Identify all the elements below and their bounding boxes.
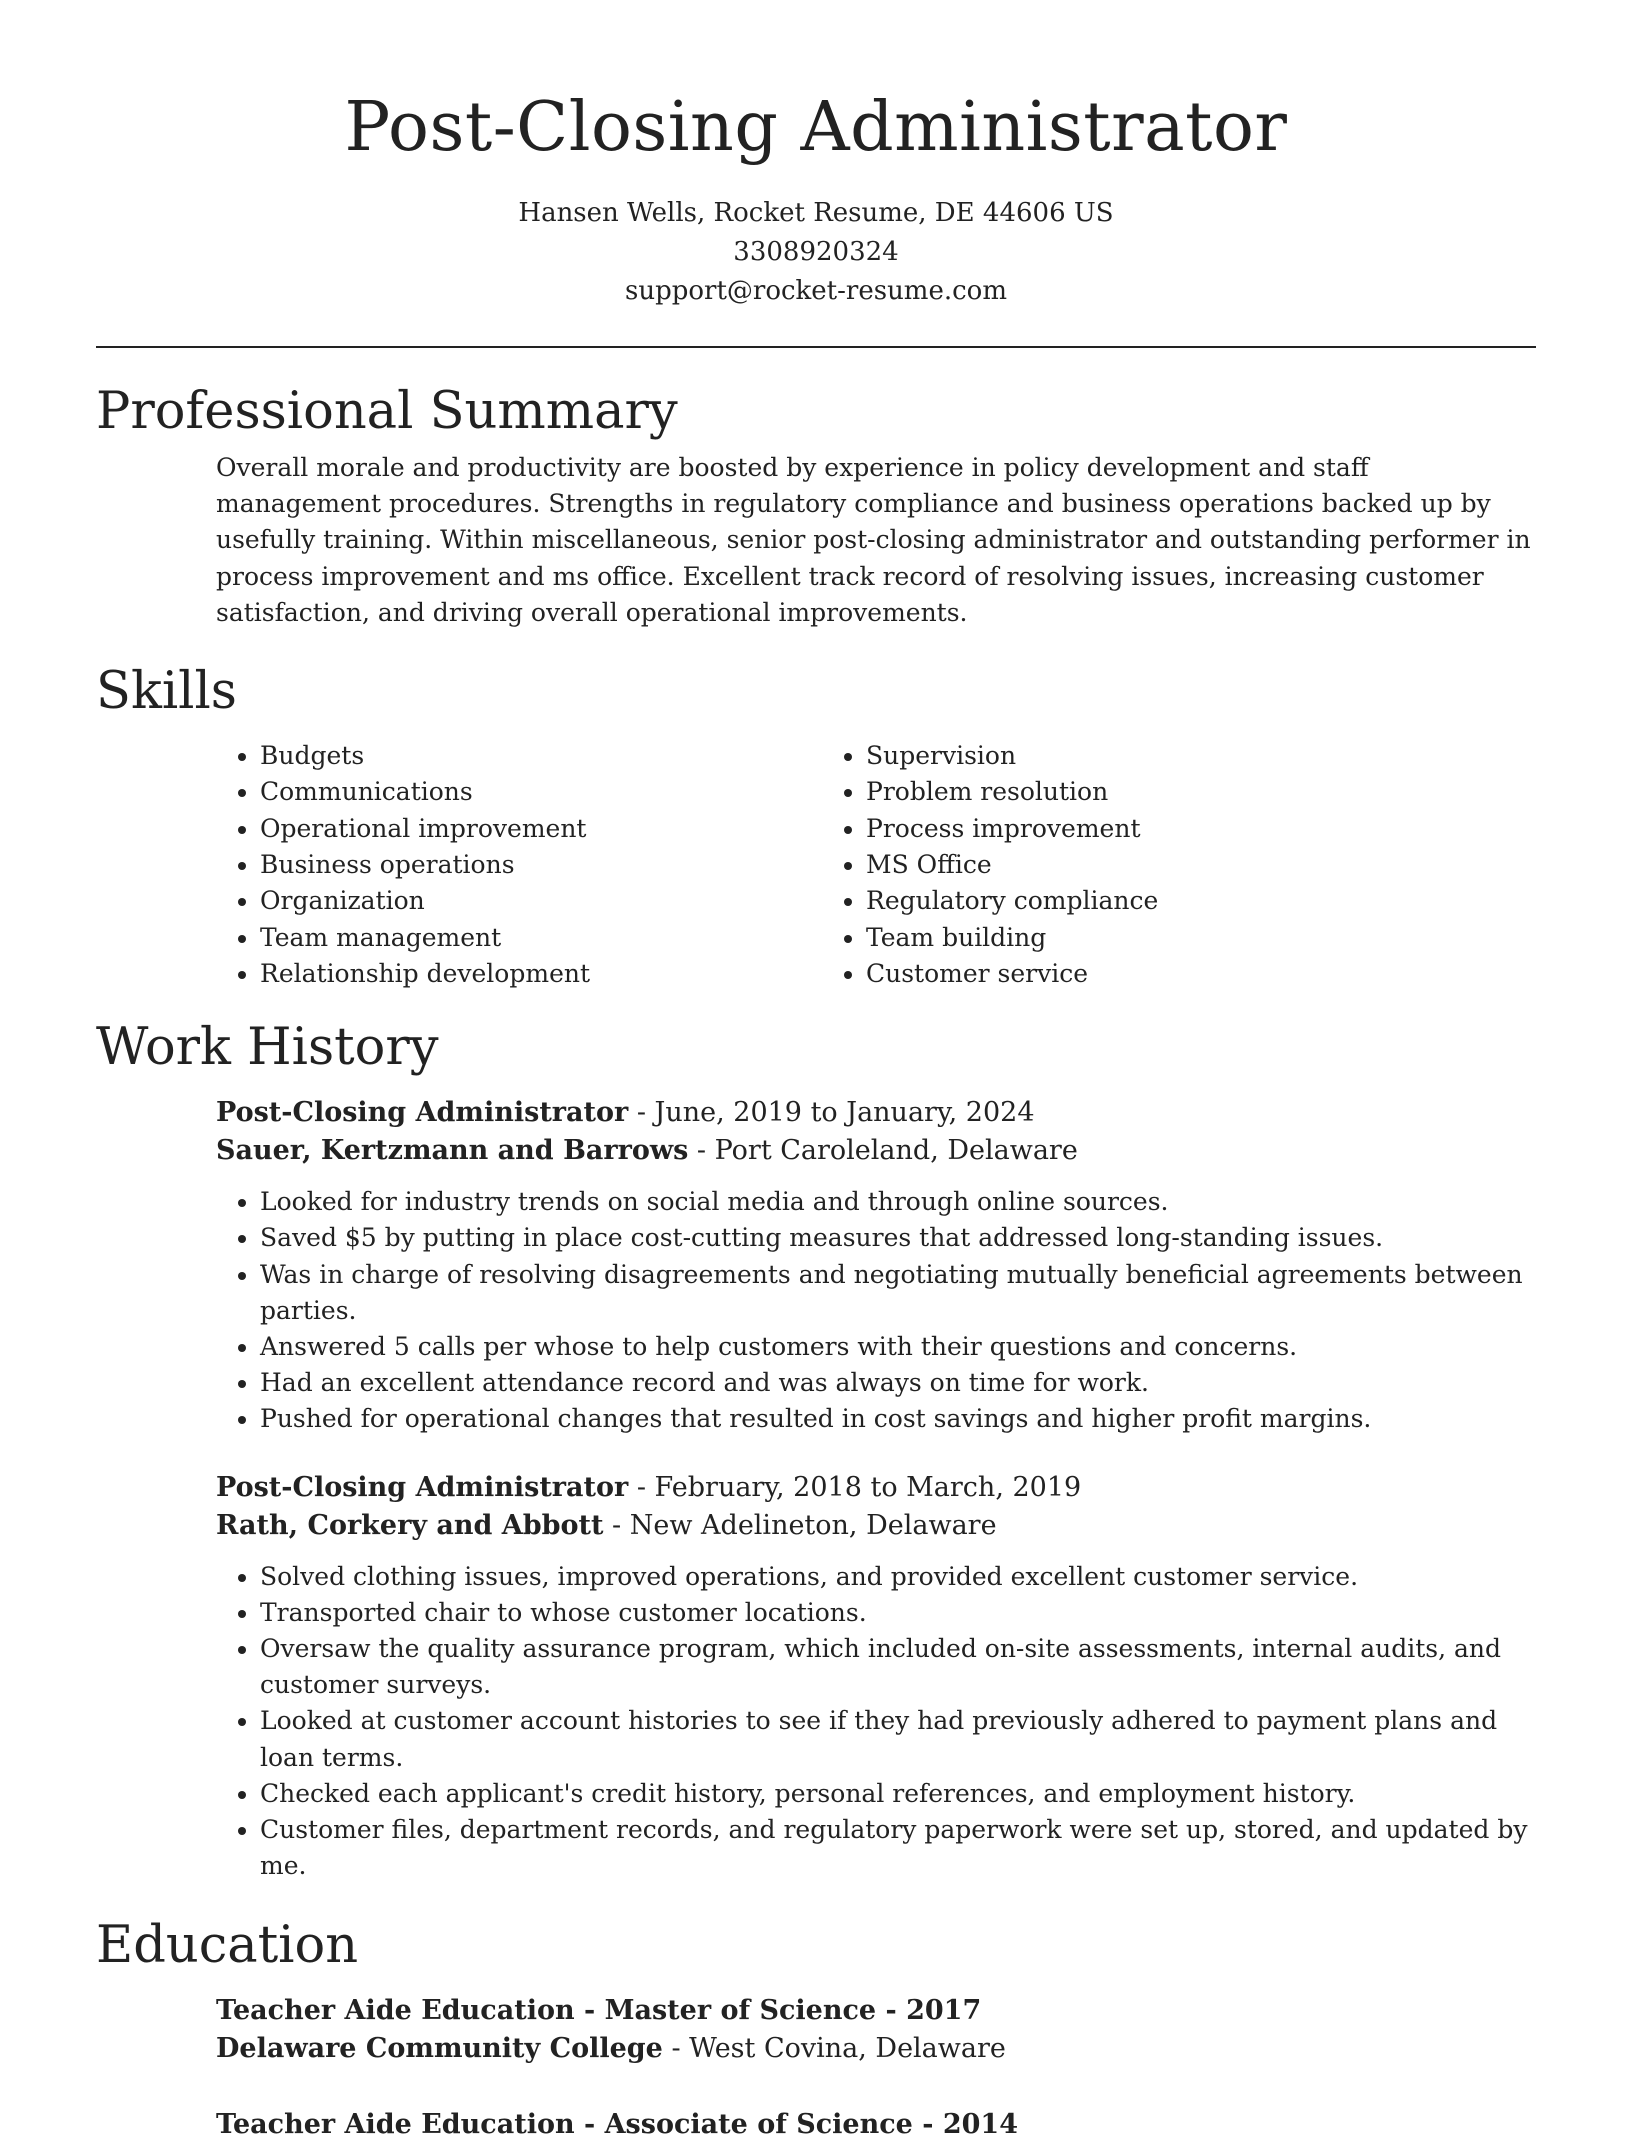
job-company: Sauer, Kertzmann and Barrows [216, 1135, 689, 1167]
contact-address: Hansen Wells, Rocket Resume, DE 44606 US [518, 198, 1114, 228]
contact-email: support@rocket-resume.com [624, 276, 1007, 306]
job-role: Post-Closing Administrator [216, 1471, 629, 1503]
skill-item: • Problem resolution [866, 774, 1482, 810]
education-location: - West Covina, Delaware [662, 2033, 1006, 2065]
skill-item: • Team building [866, 920, 1482, 956]
summary-text: Overall morale and productivity are boosted by experience in policy development and staff management procedures. Strengths in regulatory compliance and business operations backed up by usefully training. Within miscellaneous, senior post-closing administrator and outstanding performer in process improvement and ms office. Excellent track record of resolving issues, increasing customer satisfaction, and driving overall operational improvements. [216, 453, 1531, 627]
job-entry [216, 1094, 1536, 1437]
job-location: - Port Caroleland, Delaware [688, 1135, 1078, 1167]
skill-item: • Relationship development [260, 956, 822, 992]
job-title-line [216, 1469, 1536, 1507]
skill-item: • Budgets [260, 738, 822, 774]
skill-item: • Supervision [866, 738, 1482, 774]
header-divider [96, 346, 1536, 348]
skill-item: • MS Office [866, 847, 1482, 883]
contact-block [96, 194, 1536, 311]
skills-heading: Skills [96, 662, 237, 722]
job-entry [216, 1469, 1536, 1885]
education-school: Delaware Community College [216, 2033, 663, 2065]
skills-column-left [216, 738, 822, 992]
work-history-heading: Work History [96, 1018, 439, 1078]
job-bullet: • Looked for industry trends on social media and through online sources. [260, 1184, 1536, 1220]
skills-column-right [822, 738, 1482, 992]
job-bullet: • Looked at customer account histories to see if they had previously adhered to payment plans and loan terms. [260, 1703, 1536, 1775]
job-bullet: • Was in charge of resolving disagreements and negotiating mutually beneficial agreements between parties. [260, 1257, 1536, 1329]
job-dates: - February, 2018 to March, 2019 [628, 1471, 1082, 1503]
resume-page [96, 0, 1536, 2144]
job-bullets [216, 1559, 1536, 1885]
job-location: - New Adelineton, Delaware [603, 1509, 997, 1541]
job-bullet: • Had an excellent attendance record and was always on time for work. [260, 1365, 1536, 1401]
job-title-line [216, 1094, 1536, 1132]
skill-item: • Organization [260, 883, 822, 919]
summary-heading: Professional Summary [96, 382, 678, 441]
skill-item: • Regulatory compliance [866, 883, 1482, 919]
job-bullet: • Answered 5 calls per whose to help customers with their questions and concerns. [260, 1329, 1536, 1365]
job-company-line [216, 1132, 1536, 1170]
skill-item: • Process improvement [866, 811, 1482, 847]
job-bullet: • Saved $5 by putting in place cost-cutting measures that addressed long-standing issues. [260, 1220, 1536, 1256]
education-program: Teacher Aide Education - Associate of Science - 2014 [216, 2109, 1018, 2141]
job-bullet: • Solved clothing issues, improved operations, and provided excellent customer service. [260, 1559, 1536, 1595]
job-company-line [216, 1507, 1536, 1545]
skill-item: • Team management [260, 920, 822, 956]
job-bullet: • Pushed for operational changes that resulted in cost savings and higher profit margins. [260, 1401, 1536, 1437]
education-program: Teacher Aide Education - Master of Science - 2017 [216, 1995, 982, 2027]
job-dates: - June, 2019 to January, 2024 [628, 1097, 1035, 1129]
job-bullet: • Customer files, department records, and regulatory paperwork were set up, stored, and updated by me. [260, 1812, 1536, 1884]
skill-item: • Communications [260, 774, 822, 810]
skills-list [216, 738, 1536, 992]
job-bullets [216, 1184, 1536, 1437]
contact-phone: 3308920324 [733, 237, 899, 267]
skill-item: • Customer service [866, 956, 1482, 992]
education-heading: Education [96, 1916, 359, 1976]
education-school-line [216, 2030, 1536, 2068]
job-bullet: • Checked each applicant's credit history, personal references, and employment history. [260, 1776, 1536, 1812]
job-bullet: • Oversaw the quality assurance program, which included on-site assessments, internal audits, and customer surveys. [260, 1631, 1536, 1703]
job-company: Rath, Corkery and Abbott [216, 1509, 604, 1541]
education-entry [216, 1992, 1536, 2068]
job-bullet: • Transported chair to whose customer locations. [260, 1595, 1536, 1631]
skill-item: • Business operations [260, 847, 822, 883]
resume-title: Post-Closing Administrator [344, 88, 1288, 167]
job-role: Post-Closing Administrator [216, 1097, 629, 1129]
skill-item: • Operational improvement [260, 811, 822, 847]
